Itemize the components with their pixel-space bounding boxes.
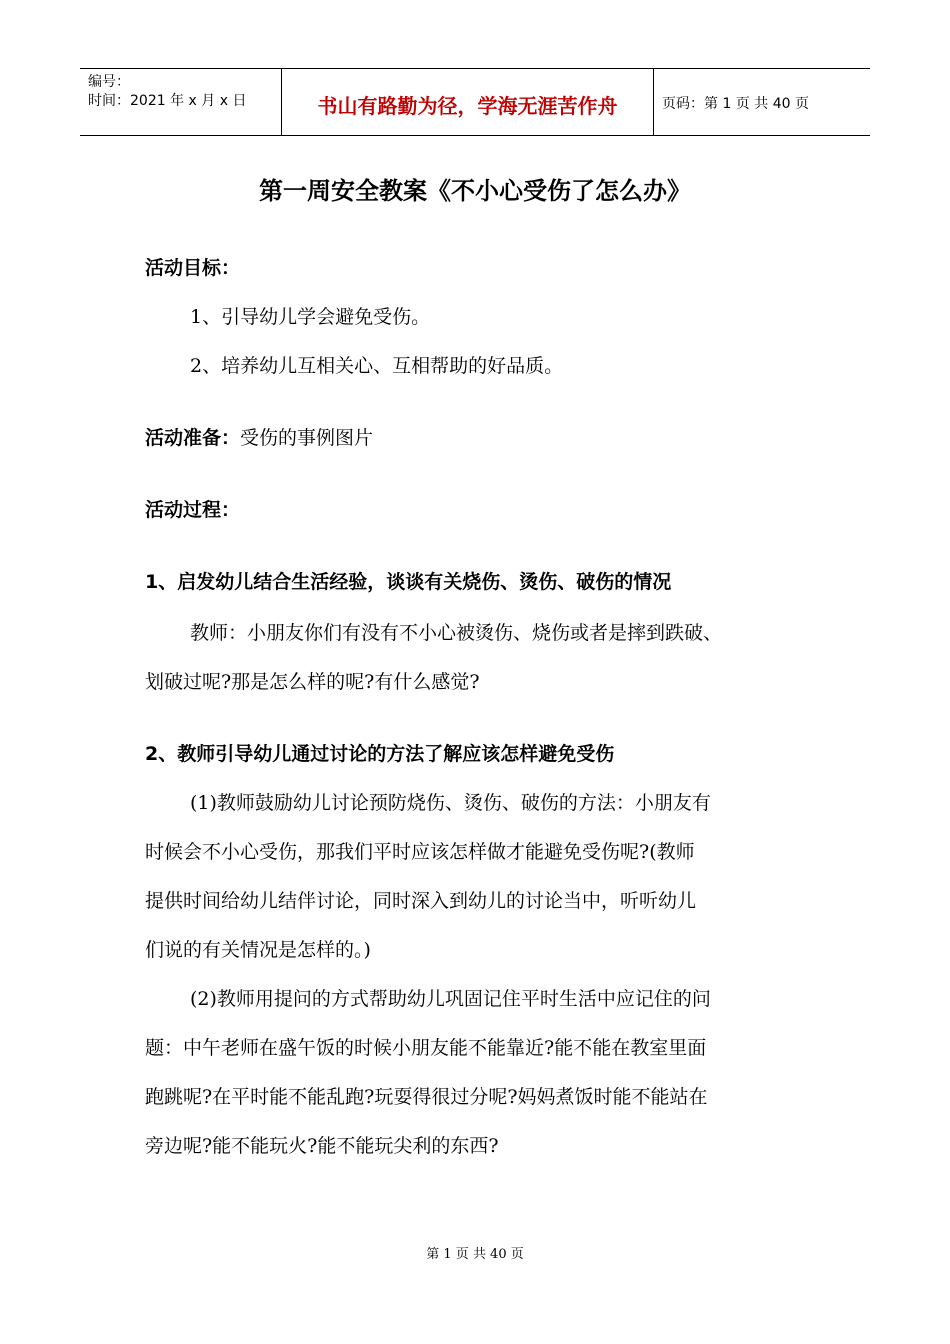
section2-para2-line: (2)教师用提问的方式帮助幼儿巩固记住平时生活中应记住的问 [190, 988, 711, 1010]
preparation-line [145, 424, 373, 452]
preparation-text: 受伤的事例图片 [240, 427, 374, 449]
header-page-info: 页码：第 1 页 共 40 页 [662, 96, 809, 112]
section2-para1-line: (1)教师鼓励幼儿讨论预防烧伤、烫伤、破伤的方法：小朋友有 [190, 792, 711, 814]
section1-line: 教师：小朋友你们有没有不小心被烫伤、烧伤或者是摔到跌破、 [190, 622, 723, 644]
header-meta [80, 69, 282, 135]
section2-para1-line: 们说的有关情况是怎样的。) [145, 939, 371, 961]
preparation-heading: 活动准备： [145, 427, 241, 449]
page-footer: 第 1 页 共 40 页 [426, 1247, 524, 1262]
process-heading: 活动过程： [145, 499, 241, 521]
section2-para1-line: 提供时间给幼儿结伴讨论，同时深入到幼儿的讨论当中，听听幼儿 [145, 890, 697, 912]
section2-para2-line: 旁边呢?能不能玩火?能不能玩尖利的东西? [145, 1135, 499, 1157]
header-number: 编号： [88, 74, 130, 90]
section2-para2-line: 题：中午老师在盛午饭的时候小朋友能不能靠近?能不能在教室里面 [145, 1037, 707, 1059]
document-header [80, 68, 870, 136]
goal-item: 1、引导幼儿学会避免受伤。 [190, 306, 431, 328]
goals-heading: 活动目标： [145, 257, 241, 279]
goal-item: 2、培养幼儿互相关心、互相帮助的好品质。 [190, 355, 564, 377]
section2-heading: 2、教师引导幼儿通过讨论的方法了解应该怎样避免受伤 [145, 743, 615, 765]
section2-para2-line: 跑跳呢?在平时能不能乱跑?玩耍得很过分呢?妈妈煮饭时能不能站在 [145, 1086, 708, 1108]
header-time: 时间：2021 年 x 月 x 日 [88, 93, 247, 109]
header-motto: 书山有路勤为径，学海无涯苦作舟 [282, 69, 654, 135]
section2-para1-line: 时候会不小心受伤，那我们平时应该怎样做才能避免受伤呢?(教师 [145, 841, 695, 863]
document-title: 第一周安全教案《不小心受伤了怎么办》 [259, 177, 691, 205]
section1-line: 划破过呢?那是怎么样的呢?有什么感觉? [145, 671, 480, 693]
section1-heading: 1、启发幼儿结合生活经验，谈谈有关烧伤、烫伤、破伤的情况 [145, 571, 672, 593]
